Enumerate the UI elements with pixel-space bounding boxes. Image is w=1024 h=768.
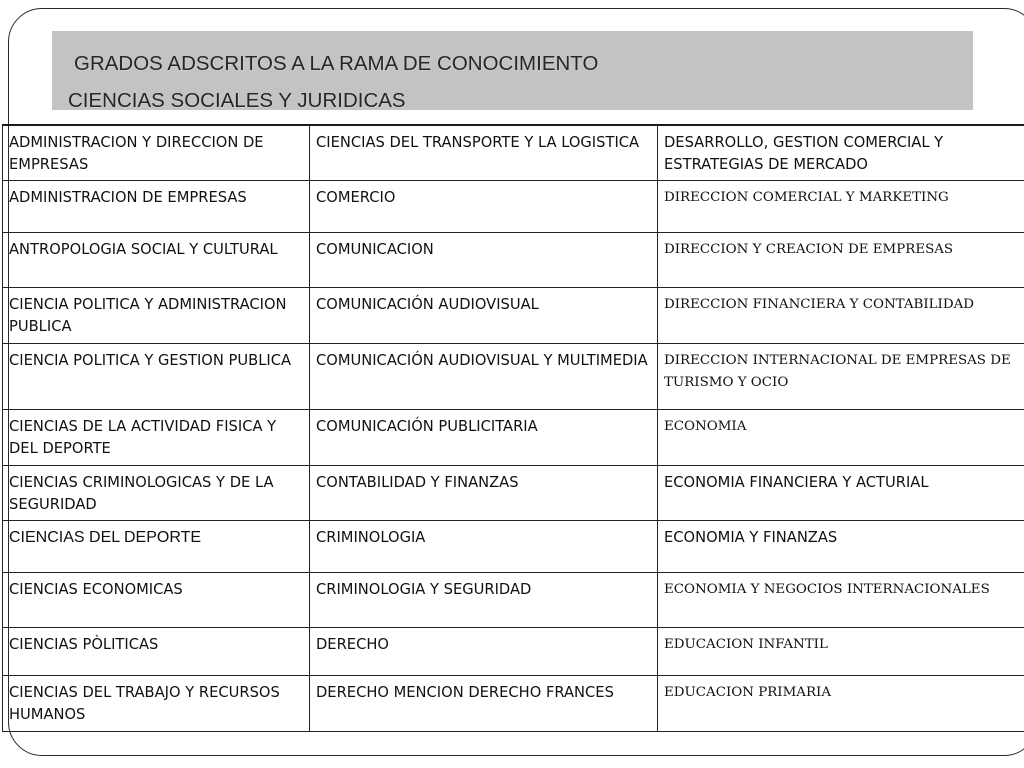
table-cell: ECONOMIA — [658, 409, 1024, 465]
table-cell: CRIMINOLOGIA — [310, 520, 658, 572]
table-row — [3, 675, 1024, 731]
table-cell: ADMINISTRACION Y DIRECCION DE EMPRESAS — [3, 125, 310, 180]
table-cell: ANTROPOLOGIA SOCIAL Y CULTURAL — [3, 232, 310, 287]
table-cell: CRIMINOLOGIA Y SEGURIDAD — [310, 572, 658, 627]
degrees-table — [2, 124, 1024, 732]
table-row — [3, 572, 1024, 627]
table-cell: COMUNICACIÓN AUDIOVISUAL Y MULTIMEDIA — [310, 343, 658, 409]
table-cell: DESARROLLO, GESTION COMERCIAL Y ESTRATEGIAS DE MERCADO — [658, 125, 1024, 180]
table-cell: COMUNICACIÓN PUBLICITARIA — [310, 409, 658, 465]
table-cell: CIENCIAS CRIMINOLOGICAS Y DE LA SEGURIDAD — [3, 465, 310, 520]
table-cell: DIRECCION INTERNACIONAL DE EMPRESAS DE TURISMO Y OCIO — [658, 343, 1024, 409]
table-row — [3, 287, 1024, 343]
degrees-table-wrapper — [2, 124, 1024, 732]
table-row — [3, 232, 1024, 287]
table-row — [3, 627, 1024, 675]
table-cell: CIENCIAS DEL DEPORTE — [3, 520, 310, 572]
table-row — [3, 343, 1024, 409]
table-cell: ECONOMIA Y NEGOCIOS INTERNACIONALES — [658, 572, 1024, 627]
page-title: GRADOS ADSCRITOS A LA RAMA DE CONOCIMIENTO — [74, 52, 599, 75]
table-cell: CIENCIAS DEL TRABAJO Y RECURSOS HUMANOS — [3, 675, 310, 731]
table-cell: CIENCIA POLITICA Y GESTION PUBLICA — [3, 343, 310, 409]
table-cell: COMUNICACION — [310, 232, 658, 287]
page-subtitle: CIENCIAS SOCIALES Y JURIDICAS — [68, 89, 406, 112]
table-cell: CIENCIAS DE LA ACTIVIDAD FISICA Y DEL DEPORTE — [3, 409, 310, 465]
table-cell: DIRECCION Y CREACION DE EMPRESAS — [658, 232, 1024, 287]
table-cell: DERECHO — [310, 627, 658, 675]
table-cell: CONTABILIDAD Y FINANZAS — [310, 465, 658, 520]
table-cell: DIRECCION FINANCIERA Y CONTABILIDAD — [658, 287, 1024, 343]
table-row — [3, 125, 1024, 180]
table-row — [3, 180, 1024, 232]
table-cell: ECONOMIA FINANCIERA Y ACTURIAL — [658, 465, 1024, 520]
table-cell: EDUCACION PRIMARIA — [658, 675, 1024, 731]
table-cell: CIENCIAS ECONOMICAS — [3, 572, 310, 627]
table-cell: COMUNICACIÓN AUDIOVISUAL — [310, 287, 658, 343]
table-cell: CIENCIAS PÒLITICAS — [3, 627, 310, 675]
table-cell: CIENCIA POLITICA Y ADMINISTRACION PUBLICA — [3, 287, 310, 343]
table-cell: ECONOMIA Y FINANZAS — [658, 520, 1024, 572]
title-banner — [52, 31, 973, 110]
table-cell: COMERCIO — [310, 180, 658, 232]
table-cell: ADMINISTRACION DE EMPRESAS — [3, 180, 310, 232]
table-row — [3, 520, 1024, 572]
table-cell: CIENCIAS DEL TRANSPORTE Y LA LOGISTICA — [310, 125, 658, 180]
table-cell: DIRECCION COMERCIAL Y MARKETING — [658, 180, 1024, 232]
table-row — [3, 409, 1024, 465]
table-row — [3, 465, 1024, 520]
table-cell: DERECHO MENCION DERECHO FRANCES — [310, 675, 658, 731]
table-cell: EDUCACION INFANTIL — [658, 627, 1024, 675]
